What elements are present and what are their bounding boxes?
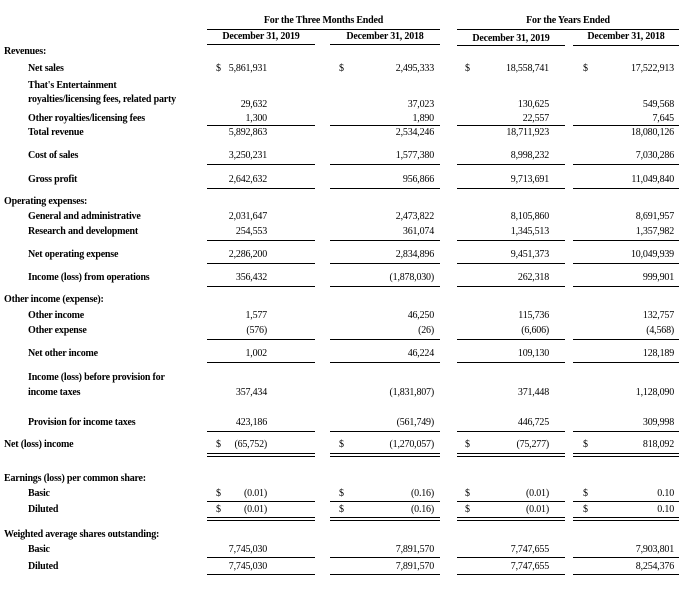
value-cell: 1,577 bbox=[245, 310, 267, 321]
subtotal-rule bbox=[330, 362, 440, 363]
value-cell: 7,903,801 bbox=[635, 544, 674, 555]
subtotal-rule bbox=[457, 431, 565, 432]
value-cell: 109,130 bbox=[517, 348, 549, 359]
value-cell: 132,757 bbox=[642, 310, 674, 321]
table-row bbox=[0, 225, 681, 238]
value-cell: 423,186 bbox=[235, 417, 267, 428]
value-cell: 5,861,931 bbox=[228, 63, 267, 74]
section-heading-row bbox=[0, 472, 681, 485]
currency-symbol: $ bbox=[216, 504, 221, 515]
currency-symbol: $ bbox=[465, 488, 470, 499]
currency-symbol: $ bbox=[216, 488, 221, 499]
total-double-rule bbox=[457, 453, 565, 457]
subtotal-rule bbox=[457, 188, 565, 189]
row-label: income taxes bbox=[28, 387, 81, 398]
value-cell: 8,254,376 bbox=[635, 561, 674, 572]
value-cell: 371,448 bbox=[517, 387, 549, 398]
table-row bbox=[0, 503, 681, 516]
total-double-rule bbox=[207, 453, 315, 457]
value-cell: 2,642,632 bbox=[228, 174, 267, 185]
value-cell: 309,998 bbox=[642, 417, 674, 428]
value-cell: 22,557 bbox=[522, 113, 549, 124]
column-header: December 31, 2019 bbox=[472, 33, 550, 44]
subtotal-rule bbox=[457, 501, 565, 502]
row-label: Research and development bbox=[28, 226, 139, 237]
subtotal-rule bbox=[573, 339, 679, 340]
value-cell: (0.01) bbox=[526, 488, 549, 499]
currency-symbol: $ bbox=[339, 63, 344, 74]
currency-symbol: $ bbox=[465, 63, 470, 74]
value-cell: 999,901 bbox=[642, 272, 674, 283]
value-cell: (576) bbox=[246, 325, 267, 336]
value-cell: 7,745,030 bbox=[228, 561, 267, 572]
total-double-rule bbox=[573, 453, 679, 457]
value-cell: 357,434 bbox=[235, 387, 267, 398]
value-cell: (75,277) bbox=[516, 439, 549, 450]
currency-symbol: $ bbox=[339, 488, 344, 499]
table-row bbox=[0, 79, 681, 92]
table-row bbox=[0, 416, 681, 429]
table-row bbox=[0, 98, 681, 111]
subtotal-rule bbox=[457, 362, 565, 363]
value-cell: (0.01) bbox=[526, 504, 549, 515]
currency-symbol: $ bbox=[339, 504, 344, 515]
subtotal-rule bbox=[573, 574, 679, 575]
value-cell: (0.16) bbox=[411, 488, 434, 499]
value-cell: 9,451,373 bbox=[510, 249, 549, 260]
value-cell: 2,534,246 bbox=[395, 127, 434, 138]
row-label: Net (loss) income bbox=[4, 439, 74, 450]
header-years: For the Years Ended bbox=[526, 15, 610, 26]
value-cell: 115,736 bbox=[518, 310, 549, 321]
value-cell: 18,558,741 bbox=[505, 63, 549, 74]
subtotal-rule bbox=[330, 240, 440, 241]
subtotal-rule bbox=[330, 188, 440, 189]
subtotal-rule bbox=[457, 263, 565, 264]
table-row bbox=[0, 386, 681, 399]
subtotal-rule bbox=[330, 574, 440, 575]
subtotal-rule bbox=[330, 263, 440, 264]
value-cell: (1,878,030) bbox=[389, 272, 434, 283]
value-cell: 356,432 bbox=[235, 272, 267, 283]
subtotal-rule bbox=[573, 164, 679, 165]
row-label: Other income (expense): bbox=[4, 294, 104, 305]
value-cell: (65,752) bbox=[234, 439, 267, 450]
subtotal-rule bbox=[207, 286, 315, 287]
subtotal-rule bbox=[573, 557, 679, 558]
value-cell: 130,625 bbox=[517, 99, 549, 110]
row-label: That's Entertainment bbox=[28, 80, 117, 91]
value-cell: (1,270,057) bbox=[389, 439, 434, 450]
value-cell: 818,092 bbox=[642, 439, 674, 450]
value-cell: 446,725 bbox=[517, 417, 549, 428]
subtotal-rule bbox=[207, 188, 315, 189]
value-cell: (1,831,807) bbox=[389, 387, 434, 398]
subtotal-rule bbox=[330, 501, 440, 502]
value-cell: 361,074 bbox=[402, 226, 434, 237]
total-double-rule bbox=[207, 517, 315, 521]
row-label: Weighted average shares outstanding: bbox=[4, 529, 160, 540]
value-cell: 9,713,691 bbox=[510, 174, 549, 185]
table-row bbox=[0, 438, 681, 451]
value-cell: 2,031,647 bbox=[228, 211, 267, 222]
value-cell: 0.10 bbox=[657, 488, 674, 499]
value-cell: 128,189 bbox=[642, 348, 674, 359]
table-row bbox=[0, 309, 681, 322]
table-row bbox=[0, 149, 681, 162]
value-cell: 956,866 bbox=[402, 174, 434, 185]
currency-symbol: $ bbox=[465, 504, 470, 515]
value-cell: 5,892,863 bbox=[228, 127, 267, 138]
value-cell: (4,568) bbox=[646, 325, 674, 336]
row-label: Diluted bbox=[28, 504, 59, 515]
value-cell: 2,495,333 bbox=[395, 63, 434, 74]
value-cell: 8,998,232 bbox=[510, 150, 549, 161]
currency-symbol: $ bbox=[583, 439, 588, 450]
currency-symbol: $ bbox=[216, 439, 221, 450]
subtotal-rule bbox=[457, 557, 565, 558]
value-cell: 7,891,570 bbox=[395, 561, 434, 572]
value-cell: 17,522,913 bbox=[630, 63, 674, 74]
subtotal-rule bbox=[207, 240, 315, 241]
row-label: Total revenue bbox=[28, 127, 84, 138]
value-cell: 10,049,939 bbox=[630, 249, 674, 260]
section-heading-row bbox=[0, 45, 681, 58]
value-cell: 3,250,231 bbox=[228, 150, 267, 161]
value-cell: 18,080,126 bbox=[630, 127, 674, 138]
currency-symbol: $ bbox=[583, 488, 588, 499]
value-cell: 1,577,380 bbox=[395, 150, 434, 161]
subtotal-rule bbox=[330, 557, 440, 558]
table-row bbox=[0, 371, 681, 384]
row-label: Provision for income taxes bbox=[28, 417, 136, 428]
table-row bbox=[0, 126, 681, 139]
value-cell: 2,834,896 bbox=[395, 249, 434, 260]
value-cell: 2,473,822 bbox=[395, 211, 434, 222]
row-label: Revenues: bbox=[4, 46, 47, 57]
subtotal-rule bbox=[457, 164, 565, 165]
currency-symbol: $ bbox=[583, 504, 588, 515]
table-row bbox=[0, 487, 681, 500]
row-label: royalties/licensing fees, related party bbox=[28, 94, 176, 105]
subtotal-rule bbox=[457, 240, 565, 241]
row-label: Other royalties/licensing fees bbox=[28, 113, 145, 124]
column-header: December 31, 2018 bbox=[587, 31, 665, 42]
subtotal-rule bbox=[207, 431, 315, 432]
column-header: December 31, 2018 bbox=[346, 31, 424, 42]
value-cell: 18,711,923 bbox=[506, 127, 549, 138]
subtotal-rule bbox=[573, 501, 679, 502]
table-row bbox=[0, 543, 681, 556]
value-cell: 11,049,840 bbox=[631, 174, 674, 185]
value-cell: 46,224 bbox=[407, 348, 434, 359]
value-cell: 7,747,655 bbox=[510, 544, 549, 555]
subtotal-rule bbox=[573, 263, 679, 264]
table-row bbox=[0, 62, 681, 75]
header-rule bbox=[207, 29, 440, 30]
section-heading-row bbox=[0, 195, 681, 208]
subtotal-rule bbox=[330, 339, 440, 340]
value-cell: 7,745,030 bbox=[228, 544, 267, 555]
table-row bbox=[0, 324, 681, 337]
value-cell: 549,568 bbox=[642, 99, 674, 110]
subtotal-rule bbox=[207, 557, 315, 558]
currency-symbol: $ bbox=[339, 439, 344, 450]
value-cell: 1,890 bbox=[412, 113, 434, 124]
subtotal-rule bbox=[457, 339, 565, 340]
value-cell: 2,286,200 bbox=[228, 249, 267, 260]
row-label: Other income bbox=[28, 310, 85, 321]
value-cell: 8,105,860 bbox=[510, 211, 549, 222]
value-cell: 37,023 bbox=[407, 99, 434, 110]
row-label: Other expense bbox=[28, 325, 87, 336]
total-double-rule bbox=[573, 517, 679, 521]
subtotal-rule bbox=[330, 286, 440, 287]
row-label: Basic bbox=[28, 544, 50, 555]
row-label: Diluted bbox=[28, 561, 59, 572]
total-double-rule bbox=[457, 517, 565, 521]
value-cell: (561,749) bbox=[396, 417, 434, 428]
row-label: Basic bbox=[28, 488, 50, 499]
subtotal-rule bbox=[573, 240, 679, 241]
subtotal-rule bbox=[573, 431, 679, 432]
value-cell: (0.01) bbox=[244, 488, 267, 499]
value-cell: 7,891,570 bbox=[395, 544, 434, 555]
subtotal-rule bbox=[457, 286, 565, 287]
value-cell: 1,345,513 bbox=[510, 226, 549, 237]
column-header: December 31, 2019 bbox=[222, 31, 300, 42]
row-label: Net other income bbox=[28, 348, 98, 359]
header-three-months: For the Three Months Ended bbox=[263, 15, 384, 26]
subtotal-rule bbox=[207, 164, 315, 165]
row-label: General and administrative bbox=[28, 211, 141, 222]
table-row bbox=[0, 112, 681, 125]
table-row bbox=[0, 248, 681, 261]
row-label: Earnings (loss) per common share: bbox=[4, 473, 146, 484]
value-cell: 7,645 bbox=[652, 113, 674, 124]
subtotal-rule bbox=[330, 431, 440, 432]
row-label: Income (loss) from operations bbox=[28, 272, 150, 283]
table-row bbox=[0, 210, 681, 223]
subtotal-rule bbox=[207, 263, 315, 264]
table-row bbox=[0, 271, 681, 284]
value-cell: 1,357,982 bbox=[635, 226, 674, 237]
subtotal-rule bbox=[207, 574, 315, 575]
table-row bbox=[0, 173, 681, 186]
row-label: Operating expenses: bbox=[4, 196, 88, 207]
subtotal-rule bbox=[457, 574, 565, 575]
value-cell: 1,300 bbox=[245, 113, 267, 124]
total-double-rule bbox=[330, 453, 440, 457]
value-cell: 7,747,655 bbox=[510, 561, 549, 572]
section-heading-row bbox=[0, 293, 681, 306]
value-cell: 1,002 bbox=[245, 348, 267, 359]
subtotal-rule bbox=[207, 501, 315, 502]
currency-symbol: $ bbox=[216, 63, 221, 74]
table-row bbox=[0, 347, 681, 360]
subtotal-rule bbox=[330, 164, 440, 165]
value-cell: 7,030,286 bbox=[635, 150, 674, 161]
subtotal-rule bbox=[573, 188, 679, 189]
value-cell: 1,128,090 bbox=[635, 387, 674, 398]
subtotal-rule bbox=[207, 362, 315, 363]
value-cell: 46,250 bbox=[407, 310, 434, 321]
value-cell: (0.01) bbox=[244, 504, 267, 515]
section-heading-row bbox=[0, 528, 681, 541]
row-label: Income (loss) before provision for bbox=[28, 372, 165, 383]
currency-symbol: $ bbox=[465, 439, 470, 450]
value-cell: (26) bbox=[418, 325, 434, 336]
total-double-rule bbox=[330, 517, 440, 521]
value-cell: 29,632 bbox=[240, 99, 267, 110]
currency-symbol: $ bbox=[583, 63, 588, 74]
subtotal-rule bbox=[573, 362, 679, 363]
value-cell: 0.10 bbox=[657, 504, 674, 515]
row-label: Net sales bbox=[28, 63, 64, 74]
subtotal-rule bbox=[207, 339, 315, 340]
value-cell: (6,606) bbox=[521, 325, 549, 336]
value-cell: (0.16) bbox=[411, 504, 434, 515]
value-cell: 254,553 bbox=[235, 226, 267, 237]
row-label: Cost of sales bbox=[28, 150, 79, 161]
header-rule bbox=[457, 29, 679, 30]
value-cell: 8,691,957 bbox=[635, 211, 674, 222]
value-cell: 262,318 bbox=[517, 272, 549, 283]
row-label: Net operating expense bbox=[28, 249, 119, 260]
table-row bbox=[0, 560, 681, 573]
subtotal-rule bbox=[573, 286, 679, 287]
row-label: Gross profit bbox=[28, 174, 78, 185]
